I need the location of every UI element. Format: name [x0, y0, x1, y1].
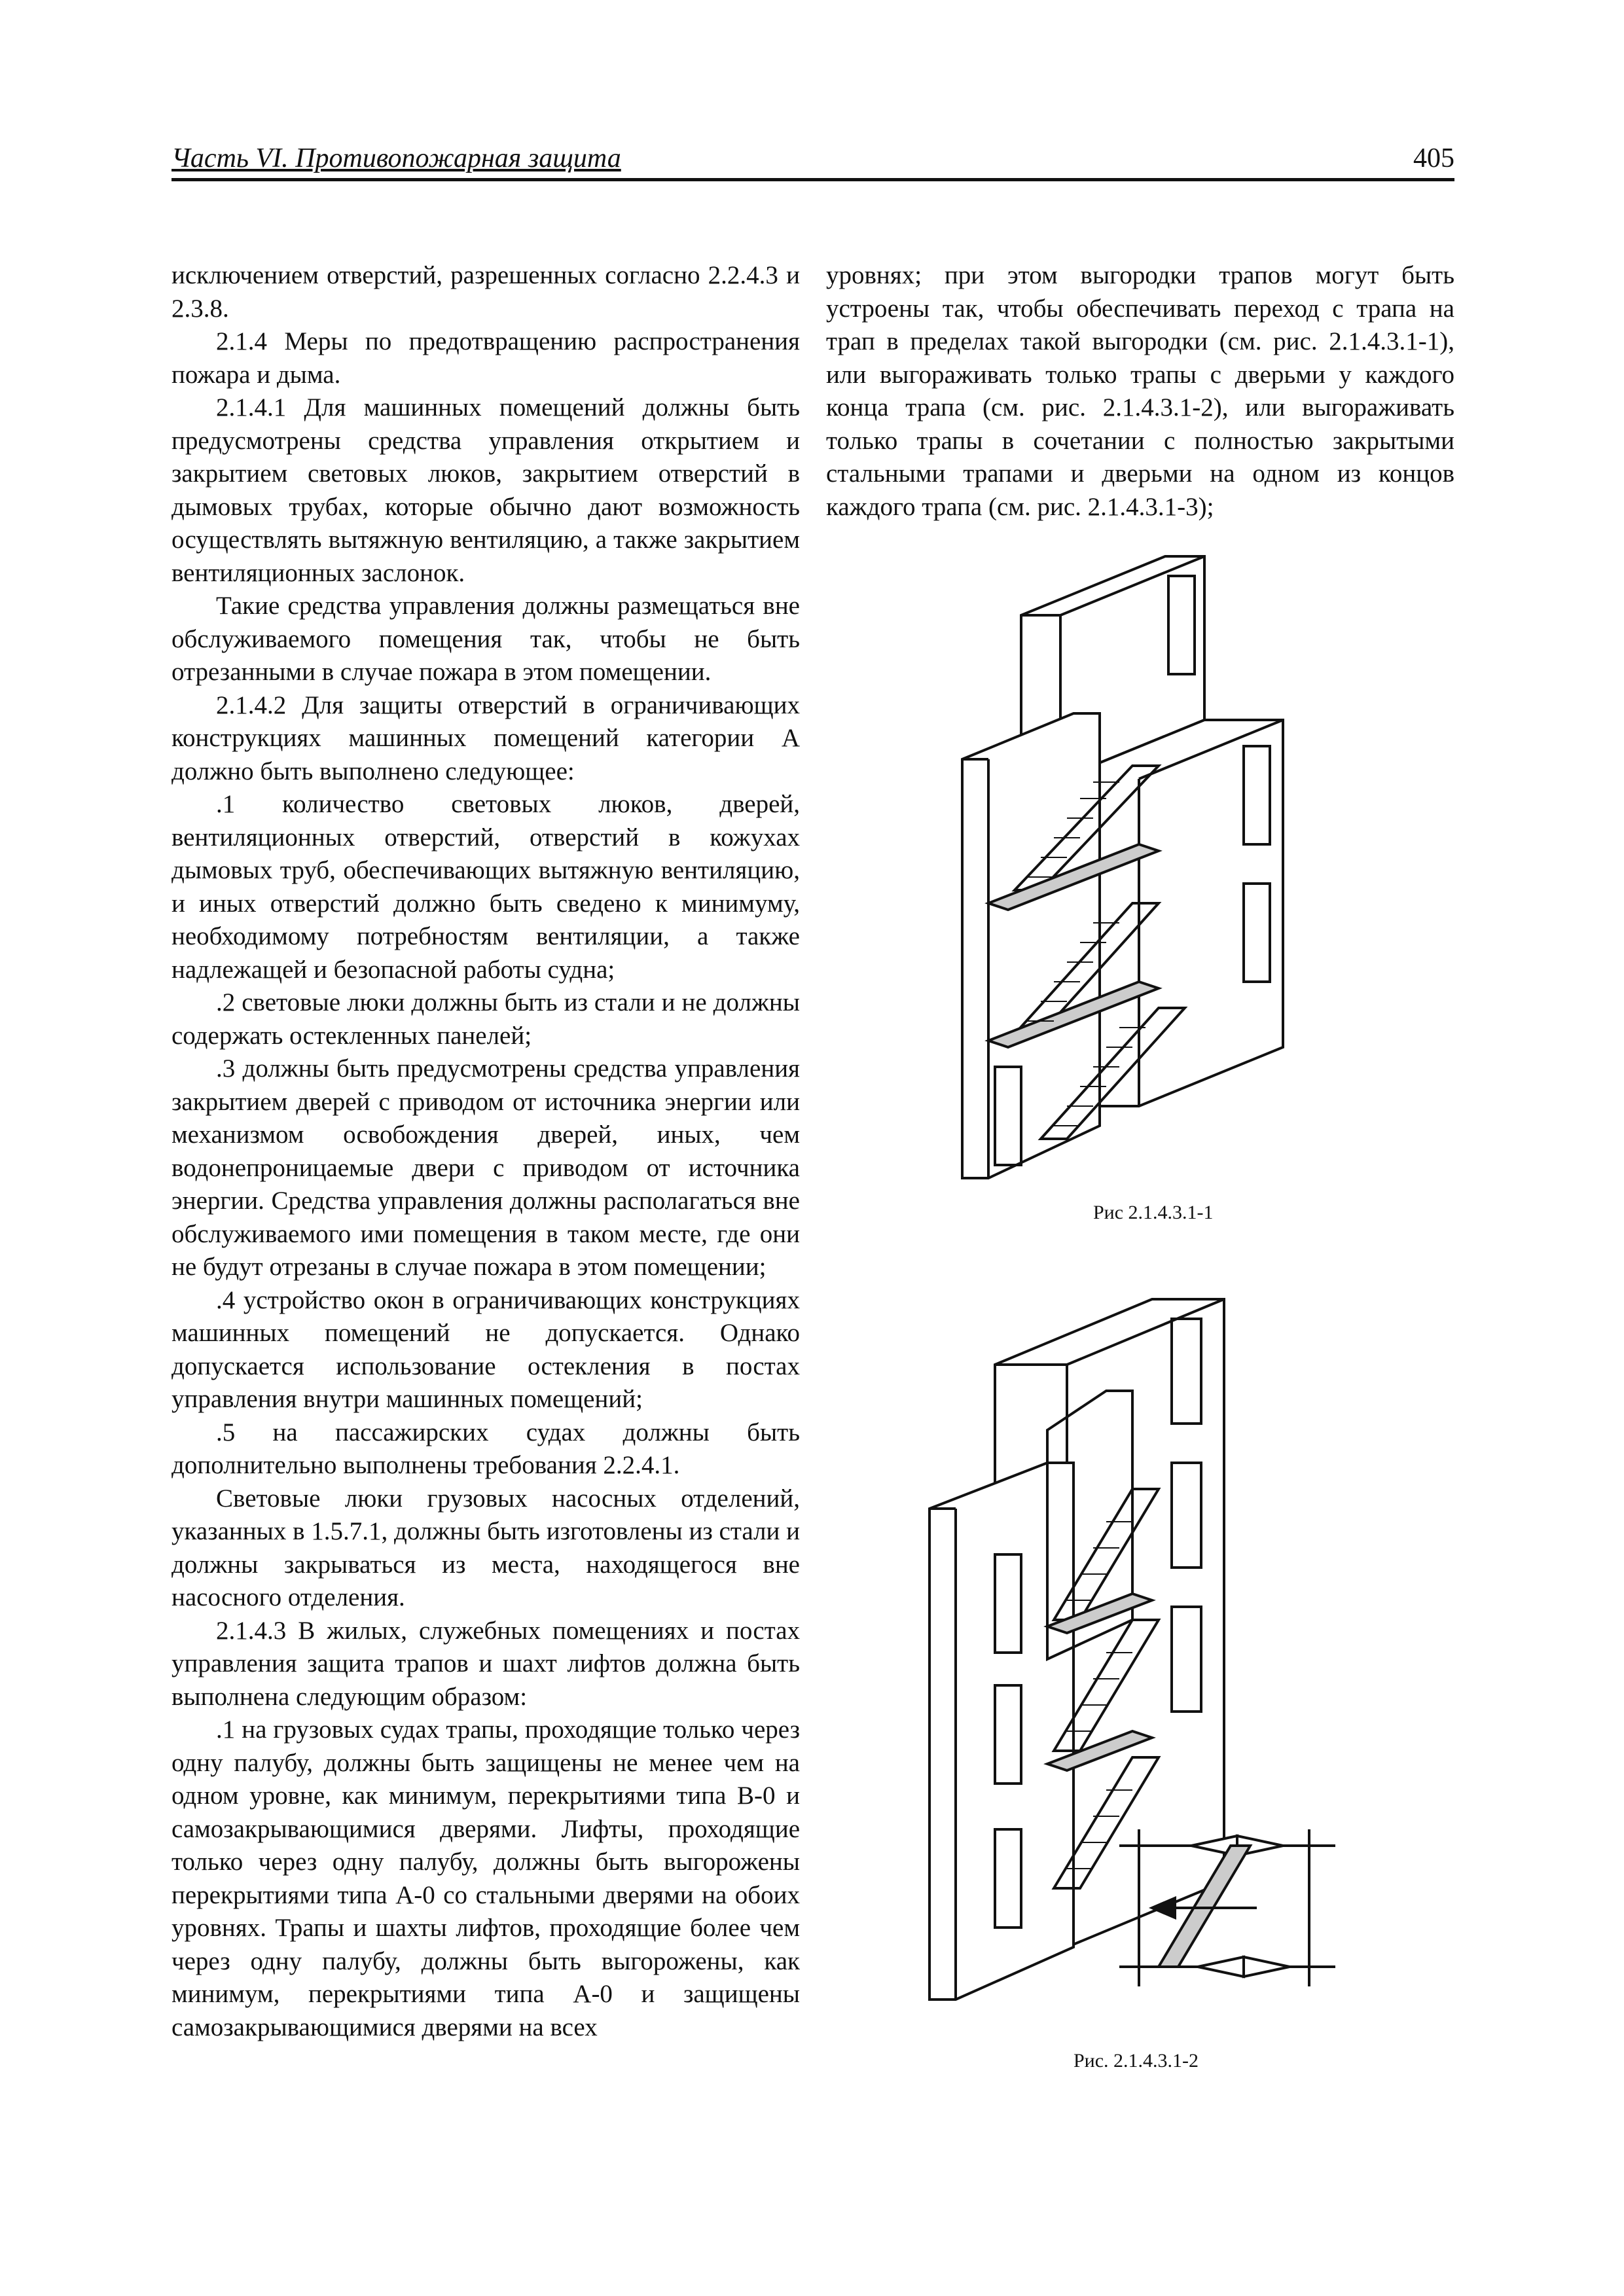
paragraph: уровнях; при этом выгородки трапов могут быть устроены так, чтобы обеспечивать переход с трапа на трап в пределах такой выгородки (см. рис. 2.1.4.3.1-1), или выгораживать только трапы с дверьми у каждого конца трапа (см. рис. 2.1.4.3.1-2), или выгораживать только трапы в сочетании с полностью закрытыми стальными трапами и дверьми на одном из концов каждого трапа (см. рис. 2.1.4.3.1-3); [826, 261, 1454, 521]
figure-stair-enclosure-1 [943, 550, 1322, 1191]
paragraph: 2.1.4.2 Для защиты отверстий в ограничивающих конструкциях машинных помещений категории А должно быть выполнено следующее: [171, 691, 800, 785]
figure-caption-2: Рис. 2.1.4.3.1-2 [1074, 2050, 1199, 2072]
list-item: .1 на грузовых судах трапы, проходящие только через одну палубу, должны быть защищены не менее чем на одном уровне, как минимум, перекрытиями типа В-0 и самозакрывающимися дверями. Лифты, проходящие только через одну палубу, должны быть выгорожены перекрытиями типа А-0 со стальными дверями на обоих уровнях. Трапы и шахты лифтов, проходящие более чем через одну палубу, должны быть выгорожены, как минимум, перекрытиями типа А-0 и защищены самозакрывающимися дверями на всех [171, 1715, 800, 2041]
paragraph: 2.1.4.1 Для машинных помещений должны быть предусмотрены средства управления открытием и закрытием световых люков, закрытием отверстий в дымовых трубах, которые обычно дают возможность осуществлять вытяжную вентиляцию, а также закрытием вентиляционных заслонок. [171, 393, 800, 587]
list-item: .1 количество световых люков, дверей, вентиляционных отверстий, отверстий в кожухах дымовых труб, обеспечивающих вытяжную вентиляцию, и иных отверстий должно быть сведено к минимуму, необходимому потребностям вентиляции, а также надлежащей и безопасной работы судна; [171, 790, 800, 984]
paragraph: 2.1.4 Меры по предотвращению распространения пожара и дыма. [171, 327, 800, 389]
left-column [171, 259, 800, 2044]
list-item: .5 на пассажирских судах должны быть дополнительно выполнены требования 2.2.4.1. [171, 1418, 800, 1479]
right-column [826, 259, 1454, 524]
paragraph: Такие средства управления должны размещаться вне обслуживаемого помещения так, чтобы не быть отрезанными в случае пожара в этом помещении. [171, 592, 800, 686]
running-header [171, 136, 1454, 181]
paragraph: исключением отверстий, разрешенных согласно 2.2.4.3 и 2.3.8. [171, 261, 800, 323]
list-item: .3 должны быть предусмотрены средства управления закрытием дверей с приводом от источника энергии или механизмом освобождения дверей, иных, чем водонепроницаемые двери с приводом от источника энергии. Средства управления должны располагаться вне обслуживаемого ими помещения в таком месте, где они не будут отрезаны в случае пожара в этом помещении; [171, 1054, 800, 1281]
figure-caption-1: Рис 2.1.4.3.1-1 [1093, 1202, 1214, 1223]
paragraph: Световые люки грузовых насосных отделений, указанных в 1.5.7.1, должны быть изготовлены из стали и должны закрываться из места, находящегося вне насосного отделения. [171, 1484, 800, 1611]
stair-enclosure-drawing-1 [943, 550, 1322, 1191]
list-item: .4 устройство окон в ограничивающих конструкциях машинных помещений не допускается. Однако допускается использование остекления в постах управления внутри машинных помещений; [171, 1285, 800, 1413]
header-title: Часть VI. Противопожарная защита [171, 143, 621, 173]
page-number: 405 [1413, 143, 1454, 173]
stair-enclosure-drawing-2 [916, 1293, 1335, 2032]
paragraph: 2.1.4.3 В жилых, служебных помещениях и постах управления защита трапов и шахт лифтов должна быть выполнена следующим образом: [171, 1616, 800, 1711]
list-item: .2 световые люки должны быть из стали и не должны содержать остекленных панелей; [171, 988, 800, 1050]
figure-stair-enclosure-2 [916, 1293, 1335, 2032]
